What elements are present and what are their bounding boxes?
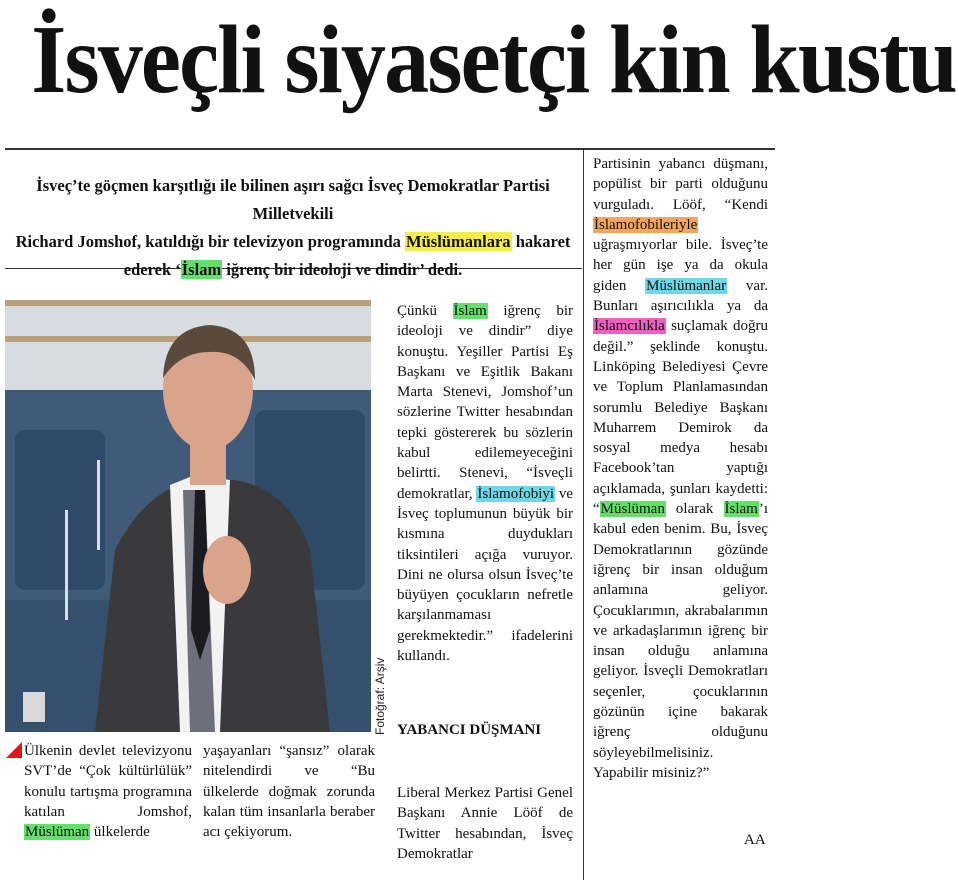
highlight-musluman: Müslüman xyxy=(25,824,90,841)
column-3-continued: Liberal Merkez Partisi Genel Başkanı Annie Lööf de Twitter hesabından, İsveç Demokratlar xyxy=(397,785,573,862)
column-divider xyxy=(583,150,584,880)
politician-photo-illustration xyxy=(5,300,371,732)
highlight-islam: İslam xyxy=(724,501,758,518)
highlight-muslumanlara: Müslümanlara xyxy=(406,232,511,251)
column-1: Ülkenin devlet televizyonu SVT’de “Çok kültürlülük” konulu tartışma programına katılan Jomshof, Müslüman ülkelerde xyxy=(24,743,192,841)
column-4: Partisinin yabancı düşmanı, popülist bir parti olduğunu vurguladı. Lööf, “Kendi İslamofobileriyle uğraşmıyorlar bile. İsveç’te her gün işe ya da okula giden Müslümanlar var. Bunları aşırıcılıkla ya da İslamcılıkla suçlamak doğru değil.” şeklinde konuştu. Linköping Belediyesi Çevre ve Toplum Planlamasından sorumlu Belediye Başkanı Muharrem Demirok da sosyal medya hesabı Facebook’tan yaptığı açıklamada, şunları kaydetti: “Müslüman olarak İslam’ı kabul eden benim. Bu, İsveç Demokratlarının gözünde iğrenç bir insan olduğum anlamına geliyor. Çocuklarımın, akrabalarımın ve arkadaşlarımın iğrenç bir insan olduğu anlamına geliyor. İsveçli Demokratları seçenler, çocuklarının gözünün içine bakarak iğrenç olduğunu söyleyebilmelisiniz. Yapabilir misiniz?” xyxy=(593,156,768,781)
highlight-musluman: Müslüman xyxy=(600,501,665,518)
highlight-islamofobileriyle: İslamofobileriyle xyxy=(594,216,698,233)
highlight-islam: İslam xyxy=(453,303,487,319)
top-rule xyxy=(5,148,775,150)
highlight-islam: İslam xyxy=(181,260,222,279)
headline: İsveçli siyasetçi kin kustu xyxy=(31,6,956,114)
news-photo xyxy=(5,300,371,732)
highlight-islamofobiyi: İslamofobiyi xyxy=(477,485,555,502)
highlight-muslumanlar: Müslümanlar xyxy=(646,277,727,294)
column-2: yaşayanları “şansız” olarak nitelendirdi ve “Bu ülkelerde doğmak zorunda kalan tüm insanlarla beraber acı çekiyorum. xyxy=(203,743,375,841)
agency-signature: AA xyxy=(744,832,766,848)
highlight-islamcilikla: İslamcılıkla xyxy=(594,318,665,335)
photo-credit: Fotoğraf: Arşiv xyxy=(373,657,387,735)
column-3: Çünkü İslam iğrenç bir ideoloji ve dindir” diye konuştu. Yeşiller Partisi Eş Başkanı ve Eşitlik Bakanı Marta Stenevi, Jomshof’un sözlerine Twitter hesabından tepki göstererek bu sözlerin kabul edilemeyeceğini belirtti. Stenevi, “İsveçli demokratlar, İslamofobiyi ve İsveç toplumunun büyük bir kısmına duydukları tiksintileri açığa vuruyor. Dini ne olursa olsun İsveç’te büyüyen çocukların nefretle karşılanmaması gerekmektedir.” ifadelerini kullandı. xyxy=(397,303,573,665)
subheading: YABANCI DÜŞMANI xyxy=(397,722,542,738)
red-corner-marker xyxy=(6,742,22,758)
lead-paragraph: İsveç’te göçmen karşıtlığı ile bilinen aşırı sağcı İsveç Demokratlar Partisi Milletvekili Richard Jomshof, katıldığı bir televizyon programında Müslümanlara hakaret ederek ‘İslam iğrenç bir ideoloji ve dindir’ dedi. xyxy=(15,176,571,279)
